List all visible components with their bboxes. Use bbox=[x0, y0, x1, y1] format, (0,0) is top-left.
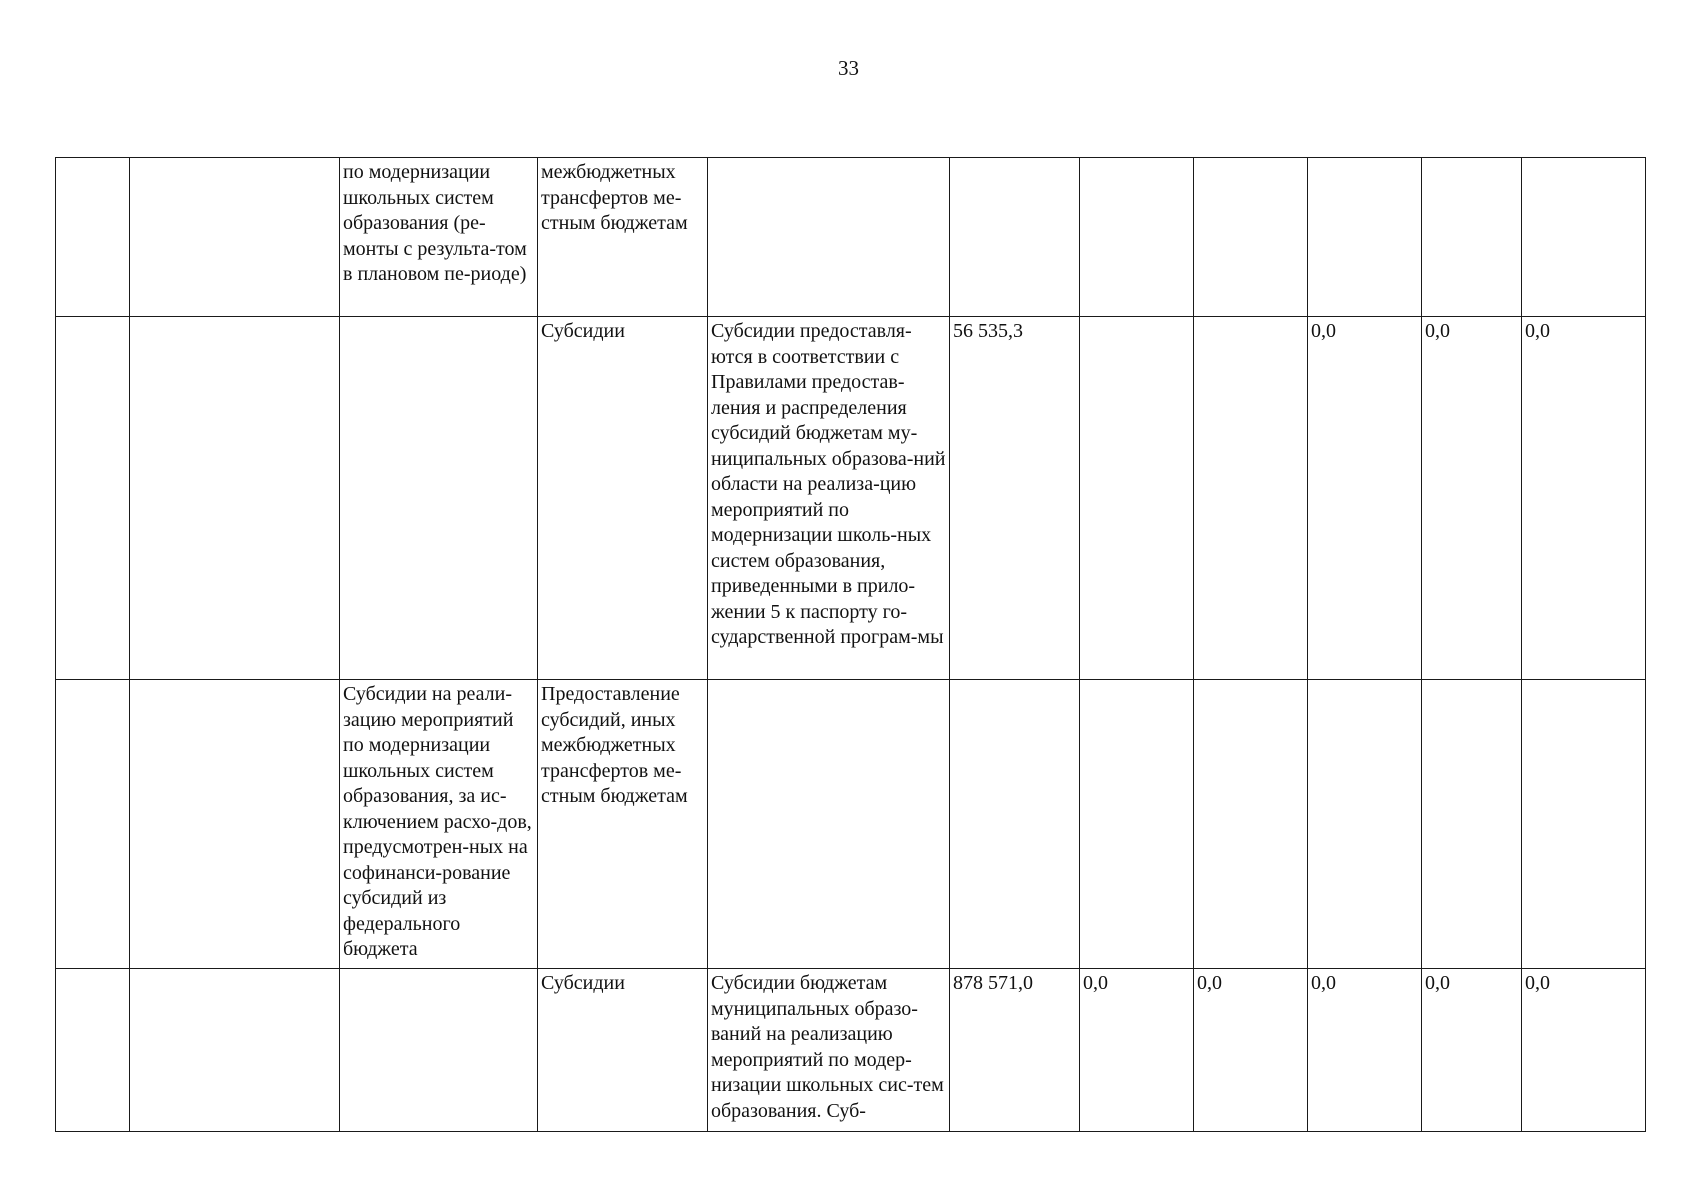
instrument-cell: Субсидии bbox=[538, 317, 708, 680]
value-cell: 0,0 bbox=[1308, 317, 1422, 680]
description-cell: Субсидии бюджетам муниципальных образо-ваний на реализацию мероприятий по модер-низации школьных сис-тем образования. Суб- bbox=[708, 969, 950, 1132]
description-cell: Субсидии предоставля-ются в соответствии с Правилами предостав-ления и распределения субсидий бюджетам му-ниципальных образова-ний области на реализа-цию мероприятий по модернизации школь-ных систем образования, приведенными в прило-жении 5 к паспорту го-сударственной програм-мы bbox=[708, 317, 950, 680]
value-cell bbox=[1308, 680, 1422, 969]
table-row bbox=[56, 969, 1646, 1132]
row-number-cell bbox=[56, 317, 130, 680]
value-cell bbox=[1522, 158, 1646, 317]
value-cell bbox=[1194, 680, 1308, 969]
value-cell: 0,0 bbox=[1522, 969, 1646, 1132]
instrument-cell: межбюджетных трансфертов ме-стным бюджетам bbox=[538, 158, 708, 317]
value-cell: 0,0 bbox=[1308, 969, 1422, 1132]
value-cell: 0,0 bbox=[1422, 969, 1522, 1132]
value-cell: 0,0 bbox=[1080, 969, 1194, 1132]
description-cell bbox=[708, 680, 950, 969]
value-cell bbox=[1194, 317, 1308, 680]
activity-cell: по модернизации школьных систем образования (ре-монты с результа-том в плановом пе-риоде) bbox=[340, 158, 538, 317]
row-number-cell bbox=[56, 969, 130, 1132]
activity-cell: Субсидии на реали-зацию мероприятий по модернизации школьных систем образования, за ис-ключением расхо-дов, предусмотрен-ных на софинанси-рование субсидий из федерального бюджета bbox=[340, 680, 538, 969]
description-cell bbox=[708, 158, 950, 317]
value-cell: 878 571,0 bbox=[950, 969, 1080, 1132]
value-cell bbox=[1080, 317, 1194, 680]
value-cell bbox=[1194, 158, 1308, 317]
value-cell: 0,0 bbox=[1522, 317, 1646, 680]
value-cell bbox=[1422, 680, 1522, 969]
program-element-cell bbox=[130, 317, 340, 680]
table-row bbox=[56, 158, 1646, 317]
instrument-cell: Субсидии bbox=[538, 969, 708, 1132]
activity-cell bbox=[340, 969, 538, 1132]
value-cell: 56 535,3 bbox=[950, 317, 1080, 680]
value-cell bbox=[1422, 158, 1522, 317]
row-number-cell bbox=[56, 680, 130, 969]
value-cell bbox=[1522, 680, 1646, 969]
value-cell bbox=[1080, 680, 1194, 969]
table-row bbox=[56, 680, 1646, 969]
program-element-cell bbox=[130, 158, 340, 317]
value-cell bbox=[1080, 158, 1194, 317]
value-cell bbox=[950, 680, 1080, 969]
value-cell: 0,0 bbox=[1422, 317, 1522, 680]
table-row bbox=[56, 317, 1646, 680]
program-element-cell bbox=[130, 680, 340, 969]
instrument-cell: Предоставление субсидий, иных межбюджетных трансфертов ме-стным бюджетам bbox=[538, 680, 708, 969]
value-cell: 0,0 bbox=[1194, 969, 1308, 1132]
program-element-cell bbox=[130, 969, 340, 1132]
activity-cell bbox=[340, 317, 538, 680]
value-cell bbox=[1308, 158, 1422, 317]
program-table bbox=[55, 157, 1646, 1132]
row-number-cell bbox=[56, 158, 130, 317]
value-cell bbox=[950, 158, 1080, 317]
page-number: 33 bbox=[838, 56, 859, 80]
